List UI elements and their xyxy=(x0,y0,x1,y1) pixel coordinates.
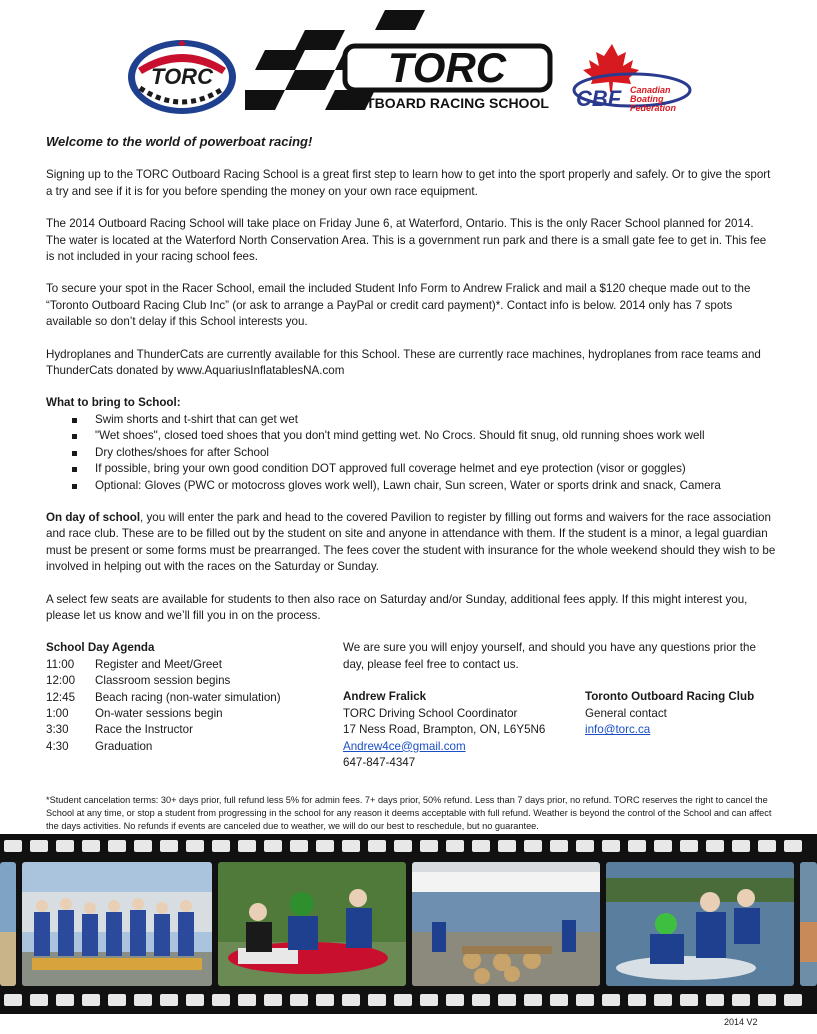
film-sprocket-hole xyxy=(134,994,152,1006)
agenda-item: Race the Instructor xyxy=(95,723,193,737)
welcome-heading: Welcome to the world of powerboat racing! xyxy=(46,134,313,149)
photo-group-students xyxy=(22,862,212,986)
logo-header xyxy=(0,0,817,130)
agenda-item: Beach racing (non-water simulation) xyxy=(95,690,281,704)
film-sprocket-hole xyxy=(4,994,22,1006)
cancelation-terms: *Student cancelation terms: 30+ days prior, full refund less 5% for admin fees. 7+ days prior, 50% refund. Less than 7 days prior, no refund. TORC reserves the right to cancel the School at any time, or stop a student from progressing in the school for any reason it deems acceptable with full refund. Weather is beyond the control of the School and can affect the days activities. No refunds if events are canceled due to weather, we will do our best to reschedule, but no guarantee. xyxy=(46,795,772,832)
film-sprocket-hole xyxy=(732,994,750,1006)
film-sprocket-hole xyxy=(654,840,672,852)
photo-frame-partial-left xyxy=(0,862,16,986)
agenda-row xyxy=(46,673,336,689)
film-sprocket-hole xyxy=(160,840,178,852)
photo-boat-mechanics xyxy=(218,862,406,986)
contact-phone: 647-847-4347 xyxy=(343,755,416,769)
weekend-racing-paragraph: A select few seats are available for students to then also race on Saturday and/or Sunday, additional fees apply. If this might interest you, please let us know and we’ll fill you in on the process. xyxy=(46,592,748,622)
bring-heading: What to bring to School: xyxy=(46,396,181,410)
film-sprocket-hole xyxy=(264,840,282,852)
film-sprocket-hole xyxy=(316,840,334,852)
film-sprocket-hole xyxy=(56,994,74,1006)
film-sprocket-hole xyxy=(602,994,620,1006)
torc-round-logo xyxy=(126,38,238,116)
agenda-row xyxy=(46,657,336,673)
film-sprocket-hole xyxy=(446,994,464,1006)
film-sprocket-hole xyxy=(524,840,542,852)
film-sprocket-hole xyxy=(186,994,204,1006)
agenda-title: School Day Agenda xyxy=(46,641,155,655)
film-sprocket-hole xyxy=(56,840,74,852)
day-of-school-label: On day of school xyxy=(46,510,141,524)
film-sprocket-hole xyxy=(498,840,516,852)
agenda-item: Classroom session begins xyxy=(95,674,231,688)
film-sprocket-hole xyxy=(264,994,282,1006)
cbf-line-2: Boating xyxy=(630,94,664,104)
agenda-item: Graduation xyxy=(95,739,153,753)
contact-name: Toronto Outboard Racing Club xyxy=(585,690,755,704)
film-sprockets-bottom xyxy=(0,994,817,1008)
agenda-time: 11:00 xyxy=(46,657,75,671)
film-sprocket-hole xyxy=(732,840,750,852)
film-sprocket-hole xyxy=(524,994,542,1006)
agenda-row xyxy=(46,739,336,755)
torc-main-logo xyxy=(245,10,555,118)
film-sprocket-hole xyxy=(394,994,412,1006)
film-sprocket-hole xyxy=(82,994,100,1006)
film-sprocket-hole xyxy=(706,994,724,1006)
torc-small-text: TORC xyxy=(151,64,213,89)
film-sprocket-hole xyxy=(212,840,230,852)
film-sprocket-hole xyxy=(602,840,620,852)
list-item: Optional: Gloves (PWC or motocross gloves work well), Lawn chair, Sun screen, Water or sports drink and snack, Camera xyxy=(66,478,776,494)
film-sprocket-hole xyxy=(472,994,490,1006)
list-item: "Wet shoes", closed toed shoes that you don't mind getting wet. No Crocs. Should fit snug, old running shoes work well xyxy=(66,428,776,444)
intro-paragraph: Signing up to the TORC Outboard Racing School is a great first step to learn how to get into the sport properly and safely. Or to give the sport a try and see if it is for you before spending the money on your own race equipment. xyxy=(46,168,771,198)
film-sprocket-hole xyxy=(706,840,724,852)
contact-club xyxy=(585,689,775,738)
cbf-line-1: Canadian xyxy=(630,85,671,95)
boats-paragraph: Hydroplanes and ThunderCats are currently available for this School. These are currently race machines, hydroplanes from race teams and ThunderCats donated by www.AquariusInflatablesNA.com xyxy=(46,347,761,378)
contact-andrew xyxy=(343,689,573,771)
film-sprocket-hole xyxy=(290,840,308,852)
agenda-time: 12:45 xyxy=(46,690,76,704)
version-label: 2014 V2 xyxy=(724,1017,758,1027)
list-item: Swim shorts and t-shirt that can get wet xyxy=(66,412,776,428)
film-sprocket-hole xyxy=(186,840,204,852)
film-sprocket-hole xyxy=(498,994,516,1006)
document-body xyxy=(46,134,776,770)
andrew-email-link[interactable]: Andrew4ce@gmail.com xyxy=(343,739,466,753)
agenda-contact-section xyxy=(46,640,776,770)
cbf-logo xyxy=(572,40,696,120)
agenda-time: 12:00 xyxy=(46,674,76,688)
film-sprocket-hole xyxy=(160,994,178,1006)
film-sprocket-hole xyxy=(30,840,48,852)
club-email-link[interactable]: info@torc.ca xyxy=(585,723,651,737)
film-sprocket-hole xyxy=(758,840,776,852)
bring-list xyxy=(66,412,776,494)
contact-role: General contact xyxy=(585,706,667,720)
film-sprocket-hole xyxy=(134,840,152,852)
contact-role: TORC Driving School Coordinator xyxy=(343,706,518,720)
film-sprocket-hole xyxy=(446,840,464,852)
cbf-text: CBF xyxy=(576,86,622,111)
film-sprocket-hole xyxy=(576,994,594,1006)
film-sprocket-hole xyxy=(108,994,126,1006)
film-sprocket-hole xyxy=(316,994,334,1006)
film-sprocket-hole xyxy=(654,994,672,1006)
agenda xyxy=(46,640,336,755)
film-sprocket-hole xyxy=(30,994,48,1006)
film-sprocket-hole xyxy=(212,994,230,1006)
film-sprocket-hole xyxy=(420,994,438,1006)
film-sprocket-hole xyxy=(628,840,646,852)
film-sprocket-hole xyxy=(784,994,802,1006)
film-sprocket-hole xyxy=(576,840,594,852)
agenda-time: 3:30 xyxy=(46,723,69,737)
film-sprocket-hole xyxy=(238,994,256,1006)
agenda-time: 4:30 xyxy=(46,739,69,753)
photo-hydroplane-water xyxy=(606,862,794,986)
film-sprocket-hole xyxy=(238,840,256,852)
film-sprocket-hole xyxy=(368,840,386,852)
film-sprocket-hole xyxy=(680,840,698,852)
torc-main-text: TORC xyxy=(387,44,507,91)
film-sprocket-hole xyxy=(4,840,22,852)
list-item: Dry clothes/shoes for after School xyxy=(66,445,776,461)
photo-frame-partial-right xyxy=(800,862,817,986)
film-sprocket-hole xyxy=(784,840,802,852)
date-location-paragraph: The 2014 Outboard Racing School will take place on Friday June 6, at Waterford, Ontario. This is the only Racer School planned for 2014. The water is located at the Waterford North Conservation Area. This is a government run park and there is a small gate fee to get in. This fee is not included in your racing school fees. xyxy=(46,217,767,264)
agenda-item: On-water sessions begin xyxy=(95,706,223,720)
registration-paragraph: To secure your spot in the Racer School, email the included Student Info Form to Andrew Fralick and mail a $120 cheque made out to the “Toronto Outboard Racing Club Inc” (or ask to arrange a PayPal or credit card payment)*. Contact info is below. 2014 only has 7 spots available so don’t delay if this School interests you. xyxy=(46,282,751,329)
film-sprocket-hole xyxy=(550,840,568,852)
film-sprocket-hole xyxy=(758,994,776,1006)
contact-name: Andrew Fralick xyxy=(343,690,427,704)
agenda-row xyxy=(46,690,336,706)
film-sprocket-hole xyxy=(550,994,568,1006)
agenda-row xyxy=(46,706,336,722)
photo-pavilion-classroom xyxy=(412,862,600,986)
day-of-school-text: , you will enter the park and head to the covered Pavilion to register by filling out forms and waivers for the race association and race club. These are to be filled out by the student on site and anyone in attendance with them. If the student is a minor, a legal guardian must be present or some forms must be prearranged. The fees cover the student with insurance for the whole weekend should they wish to be involved in helping out with the races on the Saturday or Sunday. xyxy=(46,510,776,574)
list-item: If possible, bring your own good condition DOT approved full coverage helmet and eye protection (visor or goggles) xyxy=(66,461,776,477)
film-sprocket-hole xyxy=(290,994,308,1006)
film-sprocket-hole xyxy=(680,994,698,1006)
film-sprocket-hole xyxy=(82,840,100,852)
contact-address: 17 Ness Road, Brampton, ON, L6Y5N6 xyxy=(343,723,546,737)
agenda-time: 1:00 xyxy=(46,706,69,720)
film-sprocket-hole xyxy=(342,840,360,852)
cbf-line-3: Federation xyxy=(630,103,677,113)
photo-film-strip xyxy=(0,834,817,1014)
film-sprocket-hole xyxy=(108,840,126,852)
film-sprocket-hole xyxy=(628,994,646,1006)
film-sprocket-hole xyxy=(420,840,438,852)
film-sprocket-hole xyxy=(394,840,412,852)
film-sprocket-hole xyxy=(342,994,360,1006)
contact-intro: We are sure you will enjoy yourself, and should you have any questions prior the day, please feel free to contact us. xyxy=(343,641,756,671)
agenda-item: Register and Meet/Greet xyxy=(95,657,222,671)
day-of-school-paragraph xyxy=(46,510,776,576)
film-sprockets-top xyxy=(0,840,817,854)
film-sprocket-hole xyxy=(368,994,386,1006)
agenda-row xyxy=(46,722,336,738)
film-sprocket-hole xyxy=(472,840,490,852)
torc-main-subtitle: OUTBOARD RACING SCHOOL xyxy=(345,95,549,111)
